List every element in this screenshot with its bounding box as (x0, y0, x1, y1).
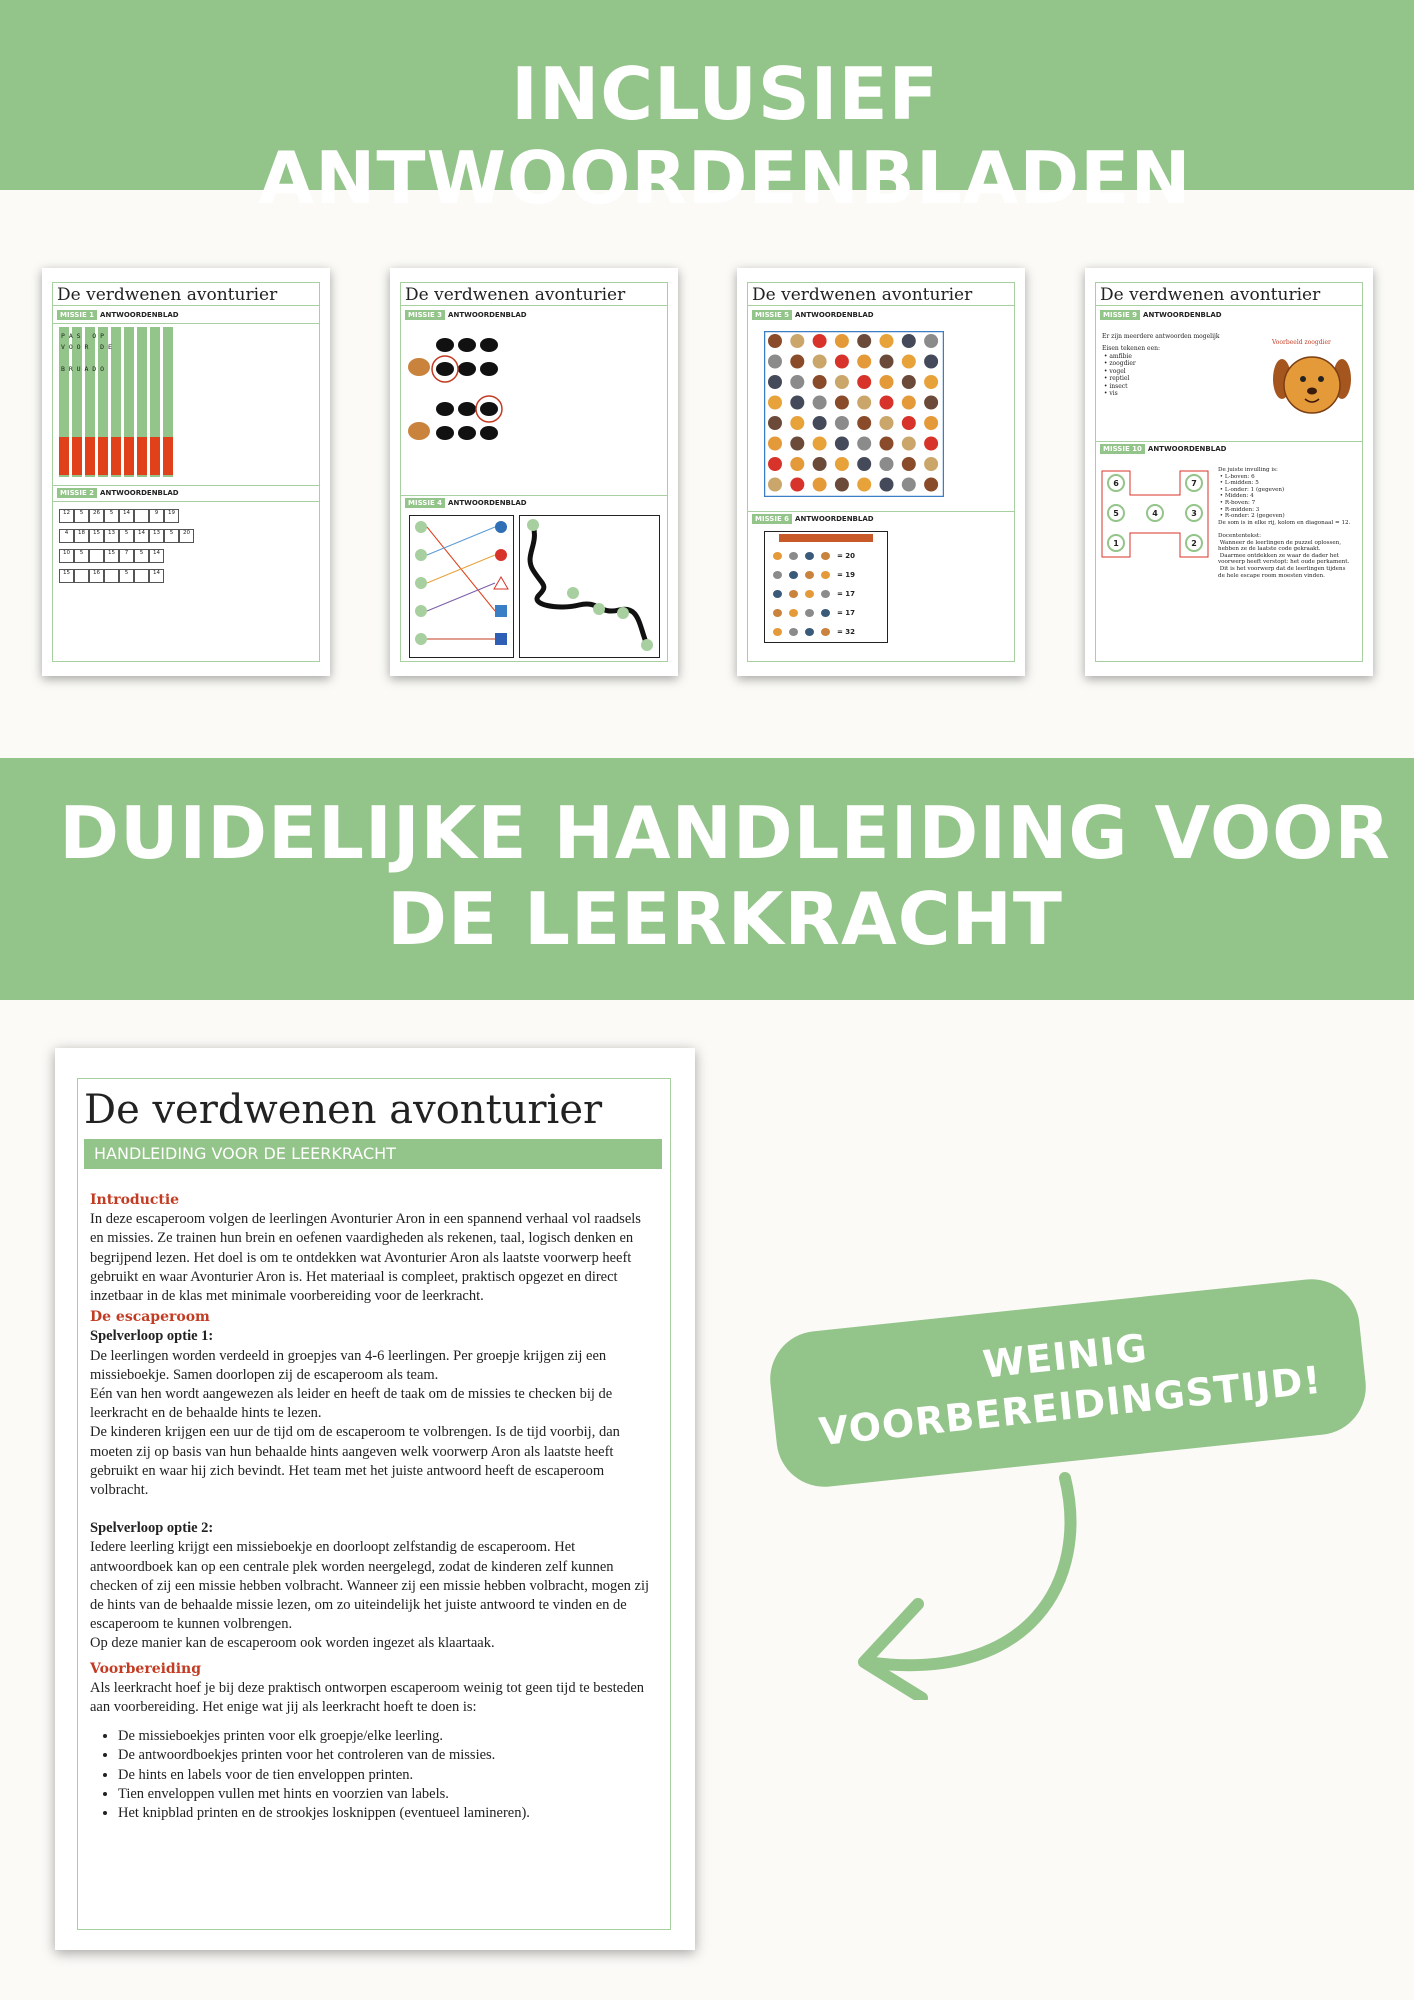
picture-cell-icon (835, 457, 849, 471)
picture-grid-border (765, 332, 944, 497)
picture-cell-icon (857, 375, 871, 389)
picture-cell-icon (880, 355, 894, 369)
grid-cell: 26 (89, 509, 104, 523)
picture-cell-icon (835, 437, 849, 451)
picture-cell-icon (813, 416, 827, 430)
grid-cell: 5 (74, 549, 89, 563)
answer-list: Eisen tekenen een: • amfibie • zoogdier • vogel • reptiel • insect • vis (1102, 345, 1161, 397)
picture-cell-icon (835, 355, 849, 369)
callout-text: WEINIG VOORBEREIDINGSTIJD! (816, 1325, 1324, 1455)
animal-icon (773, 571, 782, 579)
grid-cell (134, 569, 149, 583)
animal-icon (789, 571, 798, 579)
picture-cell-icon (857, 334, 871, 348)
answer-note: Er zijn meerdere antwoorden mogelijk (1102, 333, 1220, 340)
number-code-grid (59, 509, 209, 589)
section-label: MISSIE 2 ANTWOORDENBLAD (57, 489, 179, 497)
picture-cell-icon (924, 416, 938, 430)
section-label: MISSIE 1 ANTWOORDENBLAD (57, 311, 179, 319)
picture-cell-icon (768, 416, 782, 430)
picture-cell-icon (768, 478, 782, 492)
grid-cell: 19 (164, 509, 179, 523)
escape-heading: De escaperoom (90, 1309, 210, 1326)
picture-cell-icon (768, 396, 782, 410)
picture-cell-icon (768, 457, 782, 471)
grid-cell: 12 (59, 509, 74, 523)
grid-row (59, 509, 209, 523)
picture-cell-icon (813, 334, 827, 348)
picture-grid-image (764, 331, 944, 497)
animal-equations-box (764, 531, 888, 643)
animal-icon (789, 552, 798, 560)
answer-sheet-thumbnail-1 (42, 268, 330, 676)
grid-cell: 18 (74, 529, 89, 543)
grid-cell: 5 (119, 529, 134, 543)
number-puzzle-image (1100, 469, 1212, 559)
animal-icon (805, 571, 814, 579)
picture-cell-icon (924, 437, 938, 451)
picture-cell-icon (924, 334, 938, 348)
animal-icon (821, 571, 830, 579)
picture-cell-icon (902, 334, 916, 348)
picture-cell-icon (768, 375, 782, 389)
example-label: Voorbeeld zoogdier (1272, 339, 1331, 346)
picture-cell-icon (768, 355, 782, 369)
prep-list (90, 1727, 656, 1823)
grid-cell: 5 (119, 569, 134, 583)
picture-cell-icon (902, 478, 916, 492)
matching-lines-image (409, 515, 661, 659)
picture-cell-icon (902, 457, 916, 471)
grid-cell: 14 (149, 569, 164, 583)
doc-subtitle: HANDLEIDING VOOR DE LEERKRACHT (84, 1139, 662, 1169)
svg-text:4: 4 (1152, 509, 1158, 518)
grid-cell: 20 (179, 529, 194, 543)
picture-cell-icon (880, 396, 894, 410)
list-item: • De hints en labels voor de tien enveloppen printen. (118, 1766, 656, 1785)
svg-text:3: 3 (1191, 509, 1197, 518)
picture-cell-icon (790, 478, 804, 492)
option1-paragraph: Eén van hen wordt aangewezen als leider en heeft de taak om de missies te checken bij de leerkracht en de behaalde hints te lezen. (90, 1386, 613, 1422)
option2-paragraph: Iedere leerling krijgt een missieboekje en doorloopt zelfstandig de escaperoom. Het antwoordboek kan op een centrale plek worden neergelegd, zodat de kinderen zelf kunnen checken of zij een missie hebben volbracht. Wanneer zij een missie hebben volbracht, mogen zij de hints van de behaalde missie lezen, om zo uiteindelijk het juiste antwoord te vinden en de escaperoom te kunnen volbrengen. (90, 1539, 650, 1633)
thumbnail-title: De verdwenen avonturier (1100, 285, 1321, 305)
equation-result: = 20 (837, 551, 856, 560)
equation-result: = 17 (837, 608, 856, 617)
grid-row (59, 549, 209, 563)
animal-icon (805, 609, 814, 617)
answer-sheet-thumbnail-2 (390, 268, 678, 676)
picture-cell-icon (924, 396, 938, 410)
picture-cell-icon (902, 416, 916, 430)
svg-text:1: 1 (1113, 539, 1119, 548)
grid-cell: 13 (149, 529, 164, 543)
list-item: • Het knipblad printen en de strookjes losknippen (eventueel lamineren). (118, 1804, 656, 1823)
picture-cell-icon (790, 437, 804, 451)
grid-cell: 4 (59, 529, 74, 543)
grid-cell: 5 (74, 509, 89, 523)
picture-cell-icon (813, 355, 827, 369)
grid-cell: 16 (89, 569, 104, 583)
picture-cell-icon (813, 396, 827, 410)
animal-icon (805, 590, 814, 598)
section-label: MISSIE 10 ANTWOORDENBLAD (1100, 445, 1226, 453)
section-label: MISSIE 6 ANTWOORDENBLAD (752, 515, 874, 523)
picture-cell-icon (813, 375, 827, 389)
equation-row (773, 546, 883, 565)
prep-heading: Voorbereiding (90, 1660, 202, 1677)
picture-cell-icon (857, 396, 871, 410)
picture-cell-icon (813, 478, 827, 492)
dog-face-image (1272, 349, 1352, 419)
strip-letters: P A S O P V O O R D E B R U A D O (61, 332, 112, 373)
doc-title: De verdwenen avonturier (84, 1087, 603, 1133)
equation-result: = 19 (837, 570, 856, 579)
picture-cell-icon (790, 457, 804, 471)
option2-paragraph: Op deze manier kan de escaperoom ook worden ingezet als klaartaak. (90, 1635, 495, 1652)
grid-cell: 5 (164, 529, 179, 543)
picture-cell-icon (880, 416, 894, 430)
svg-text:5: 5 (1113, 509, 1119, 518)
grid-cell (89, 549, 104, 563)
picture-cell-icon (880, 457, 894, 471)
list-item: • Tien enveloppen vullen met hints en voorzien van labels. (118, 1785, 656, 1804)
picture-cell-icon (924, 375, 938, 389)
top-banner-title: INCLUSIEF ANTWOORDENBLADEN (258, 52, 1192, 220)
grid-cell: 13 (104, 529, 119, 543)
grid-cell: 14 (119, 509, 134, 523)
grid-cell: 14 (134, 529, 149, 543)
picture-cell-icon (835, 416, 849, 430)
doc-body (90, 1189, 656, 1823)
picture-cell-icon (790, 355, 804, 369)
picture-cell-icon (768, 334, 782, 348)
thumbnail-title: De verdwenen avonturier (57, 285, 278, 305)
grid-cell (74, 569, 89, 583)
solution-text: De juiste invulling is: • L-boven: 6 • L-midden: 5 • L-onder: 1 (gegeven) • Midden: 4 • R-boven: 7 • R-midden: 3 • R-onder: 2 (gegeven) De som is in elke rij, kolom en diagonaal = 12. Docententekst: Wanneer de leerlingen de puzzel oplossen, hebben ze de laatste code gekraakt. Daarmee ontdekken ze waar de dader het voorwerp heeft verstopt: het oude perkament. Dit is het voorwerp dat de leerlingen tijdens de hele escape room moesten vinden. (1218, 467, 1351, 579)
animal-icon (821, 590, 830, 598)
animal-icon (773, 609, 782, 617)
section-label: MISSIE 5 ANTWOORDENBLAD (752, 311, 874, 319)
grid-cell: 14 (149, 549, 164, 563)
animal-icon (805, 628, 814, 636)
picture-cell-icon (835, 375, 849, 389)
picture-cell-icon (924, 457, 938, 471)
picture-cell-icon (902, 437, 916, 451)
answer-sheet-thumbnail-3 (737, 268, 1025, 676)
equation-row (773, 603, 883, 622)
animal-icon (773, 628, 782, 636)
picture-cell-icon (880, 437, 894, 451)
prep-text: Als leerkracht hoef je bij deze praktisch ontworpen escaperoom weinig tot geen tijd te besteden aan voorbereiding. Het enige wat jij als leerkracht hoeft te doen is: (90, 1679, 645, 1716)
grid-cell: 5 (134, 549, 149, 563)
section-label: MISSIE 9 ANTWOORDENBLAD (1100, 311, 1222, 319)
thumbnail-title: De verdwenen avonturier (752, 285, 973, 305)
equation-row (773, 584, 883, 603)
option1-paragraph: De leerlingen worden verdeeld in groepjes van 4-6 leerlingen. Per groepje krijgen zij een missieboekje. Samen doorlopen zij de escaperoom als team. (90, 1347, 607, 1383)
animal-icon (821, 609, 830, 617)
grid-cell: 5 (104, 509, 119, 523)
picture-cell-icon (880, 478, 894, 492)
picture-cell-icon (902, 375, 916, 389)
animal-icon (821, 628, 830, 636)
dog-silhouettes-image (405, 327, 515, 447)
picture-cell-icon (880, 334, 894, 348)
grid-cell: 9 (149, 509, 164, 523)
grid-cell: 7 (119, 549, 134, 563)
picture-cell-icon (880, 375, 894, 389)
picture-cell-icon (768, 437, 782, 451)
svg-text:6: 6 (1113, 479, 1119, 488)
grid-cell (134, 509, 149, 523)
intro-text: In deze escaperoom volgen de leerlingen Avonturier Aron in een spannend verhaal vol raadsels en missies. Ze trainen hun brein en oefenen vaardigheden als rekenen, taal, logisch denken en begrijpend lezen. Het doel is om te ontdekken wat Avonturier Aron als laatste voorwerp heeft gebruikt en waar Avonturier Aron is. Het materiaal is compleet, praktisch opgezet en direct inzetbaar in de klas met minimale voorbereiding voor de leerkracht. (90, 1211, 641, 1305)
picture-cell-icon (902, 396, 916, 410)
equation-row (773, 622, 883, 641)
list-item: • De antwoordboekjes printen voor het controleren van de missies. (118, 1746, 656, 1765)
list-item: • De missieboekjes printen voor elk groepje/elke leerling. (118, 1727, 656, 1746)
picture-cell-icon (924, 478, 938, 492)
animal-icon (773, 590, 782, 598)
picture-cell-icon (790, 375, 804, 389)
callout-pill (765, 1274, 1370, 1491)
picture-cell-icon (857, 416, 871, 430)
equation-row (773, 565, 883, 584)
equation-result: = 17 (837, 589, 856, 598)
animal-icon (789, 609, 798, 617)
option1-paragraph: De kinderen krijgen een uur de tijd om de escaperoom te volbrengen. Is de tijd voorbij, dan moeten zij op basis van hun behaalde hints aangeven welk voorwerp Aron als laatste heeft gebruikt en waar hij zich bevindt. Het team met het juiste antwoord heeft de escaperoom volbracht. (90, 1424, 620, 1499)
picture-cell-icon (902, 355, 916, 369)
picture-cell-icon (813, 457, 827, 471)
teacher-manual-page (55, 1048, 695, 1950)
option2-heading: Spelverloop optie 2: (90, 1520, 214, 1537)
svg-text:2: 2 (1191, 539, 1197, 548)
picture-cell-icon (790, 396, 804, 410)
grid-cell: 15 (104, 549, 119, 563)
section-label: MISSIE 3 ANTWOORDENBLAD (405, 311, 527, 319)
grid-cell: 10 (59, 549, 74, 563)
section-label: MISSIE 4 ANTWOORDENBLAD (405, 499, 527, 507)
picture-cell-icon (857, 437, 871, 451)
equation-result: = 32 (837, 627, 856, 636)
animal-icon (805, 552, 814, 560)
thumbnail-title: De verdwenen avonturier (405, 285, 626, 305)
picture-cell-icon (857, 355, 871, 369)
animal-icon (773, 552, 782, 560)
picture-cell-icon (835, 396, 849, 410)
picture-cell-icon (835, 334, 849, 348)
option1-heading: Spelverloop optie 1: (90, 1328, 214, 1345)
curved-arrow-icon (850, 1470, 1080, 1700)
picture-cell-icon (857, 457, 871, 471)
animal-icon (789, 590, 798, 598)
grid-cell: 15 (89, 529, 104, 543)
grid-cell (104, 569, 119, 583)
picture-cell-icon (857, 478, 871, 492)
grid-row (59, 569, 209, 583)
intro-heading: Introductie (90, 1192, 180, 1208)
picture-cell-icon (835, 478, 849, 492)
grid-row (59, 529, 209, 543)
picture-cell-icon (924, 355, 938, 369)
animal-icon (821, 552, 830, 560)
answer-sheet-thumbnail-4 (1085, 268, 1373, 676)
animal-icon (789, 628, 798, 636)
picture-cell-icon (790, 416, 804, 430)
svg-text:7: 7 (1191, 479, 1197, 488)
picture-cell-icon (813, 437, 827, 451)
middle-banner-title: DUIDELIJKE HANDLEIDING VOOR DE LEERKRACHT (59, 791, 1391, 961)
grid-cell: 15 (59, 569, 74, 583)
picture-cell-icon (790, 334, 804, 348)
